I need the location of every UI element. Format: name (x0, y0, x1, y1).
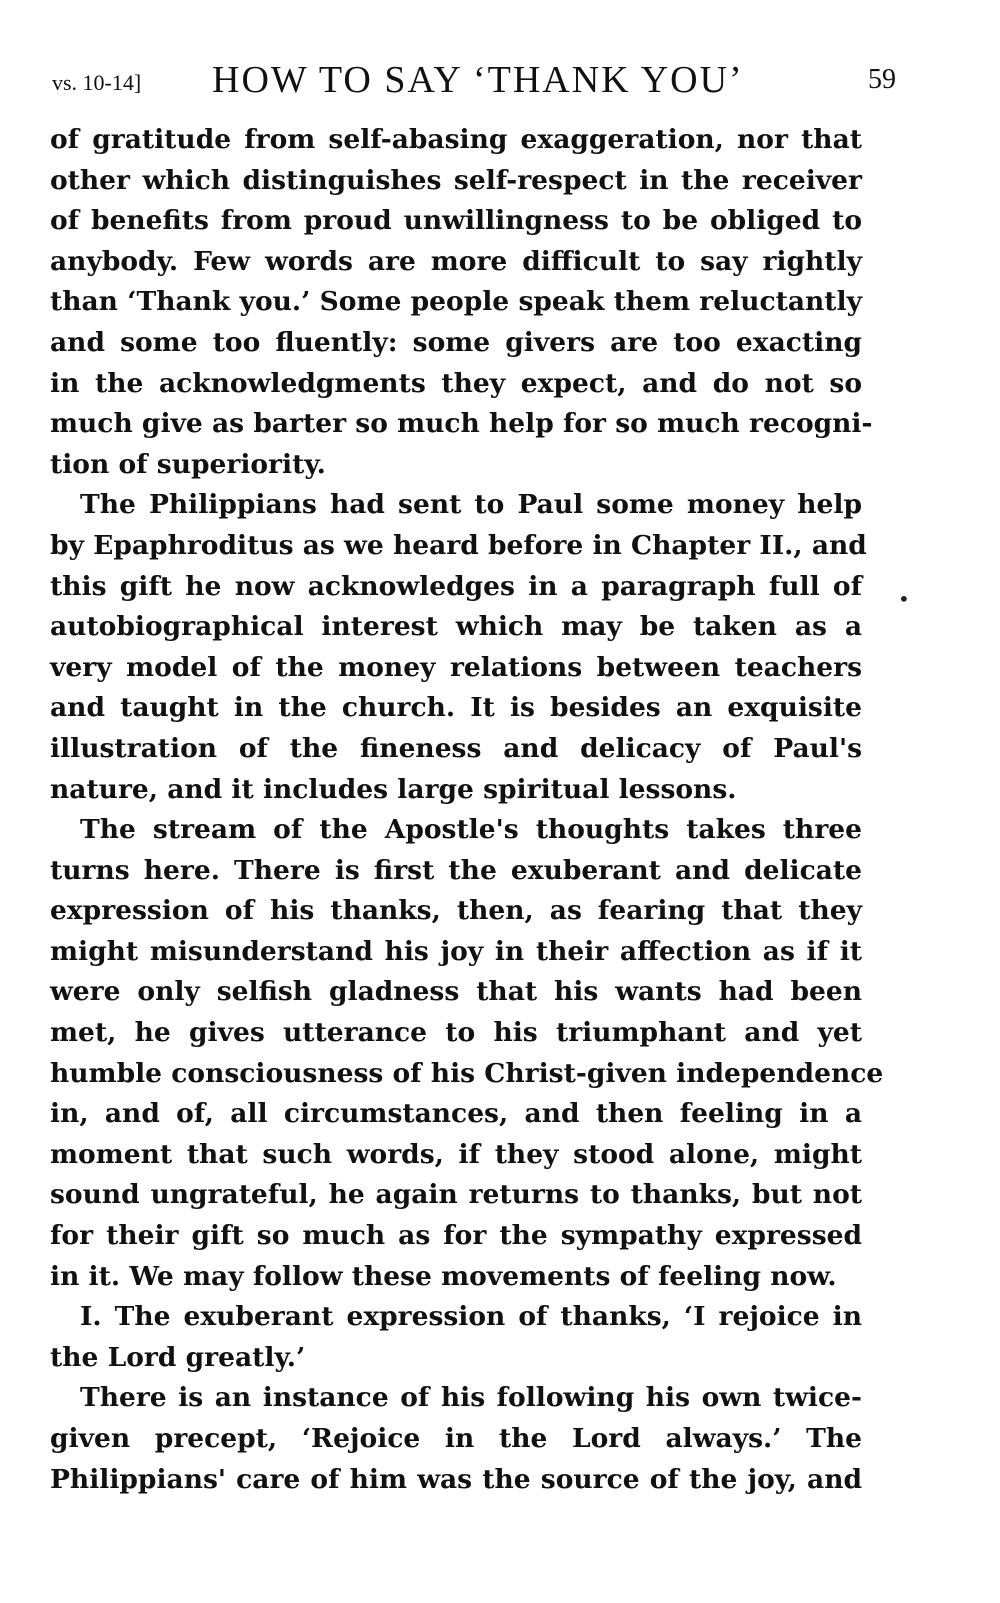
text-line: illustration of the fineness and delicacy of Paul's (50, 732, 862, 764)
text-line: this gift he now acknowledges in a paragraph full of (50, 570, 862, 602)
text-line: for their gift so much as for the sympathy expressed (50, 1220, 862, 1252)
text-line: of gratitude from self-abasing exaggeration, nor that (50, 124, 862, 155)
paragraph-start-line: There is an instance of his following his own twice- (80, 1382, 862, 1414)
text-line: anybody. Few words are more difficult to say rightly (50, 245, 862, 277)
page-number: 59 (868, 64, 896, 95)
text-line: much give as barter so much help for so much recogni- (50, 408, 873, 440)
text-line: and taught in the church. It is besides an exquisite (50, 692, 862, 724)
paragraph-start-line: The Philippians had sent to Paul some money help (80, 489, 862, 521)
text-line: given precept, ‘Rejoice in the Lord always.’ The (50, 1423, 862, 1454)
text-line: Philippians' care of him was the source of the joy, and (50, 1463, 862, 1495)
text-line: met, he gives utterance to his triumphant and yet (50, 1017, 862, 1049)
text-line: the Lord greatly.’ (50, 1341, 306, 1373)
paragraph-start-line: I. The exuberant expression of thanks, ‘I rejoice in (80, 1301, 862, 1333)
text-line: and some too fluently: some givers are too exacting (50, 326, 862, 358)
body-text (50, 120, 884, 1500)
running-header (52, 58, 896, 108)
text-line: in it. We may follow these movements of feeling now. (50, 1260, 837, 1292)
text-line: nature, and it includes large spiritual lessons. (50, 773, 737, 805)
text-line: tion of superiority. (50, 448, 326, 480)
text-line: might misunderstand his joy in their affection as if it (50, 935, 862, 967)
text-line: autobiographical interest which may be taken as a (50, 611, 862, 643)
text-line: in the acknowledgments they expect, and do not so (50, 367, 862, 399)
verse-reference: vs. 10-14] (52, 70, 142, 95)
text-line: of benefits from proud unwillingness to be obliged to (50, 205, 862, 237)
text-line: other which distinguishes self-respect in the receiver (50, 164, 862, 196)
text-line: were only selfish gladness that his wants had been (50, 976, 862, 1008)
text-line: very model of the money relations between teachers (50, 651, 862, 683)
margin-mark: • (898, 587, 910, 611)
page-title: HOW TO SAY ‘THANK YOU’ (212, 59, 744, 101)
text-line: humble consciousness of his Christ-given independence (50, 1057, 884, 1089)
text-line: moment that such words, if they stood alone, might (50, 1138, 862, 1170)
text-line: by Epaphroditus as we heard before in Chapter II., and (50, 529, 867, 561)
text-line: expression of his thanks, then, as fearing that they (50, 895, 862, 927)
text-line: turns here. There is first the exuberant and delicate (50, 854, 862, 886)
text-line: in, and of, all circumstances, and then feeling in a (50, 1098, 862, 1130)
text-line: sound ungrateful, he again returns to thanks, but not (50, 1179, 862, 1211)
text-line: than ‘Thank you.’ Some people speak them reluctantly (50, 286, 862, 318)
paragraph-start-line: The stream of the Apostle's thoughts takes three (80, 814, 862, 846)
